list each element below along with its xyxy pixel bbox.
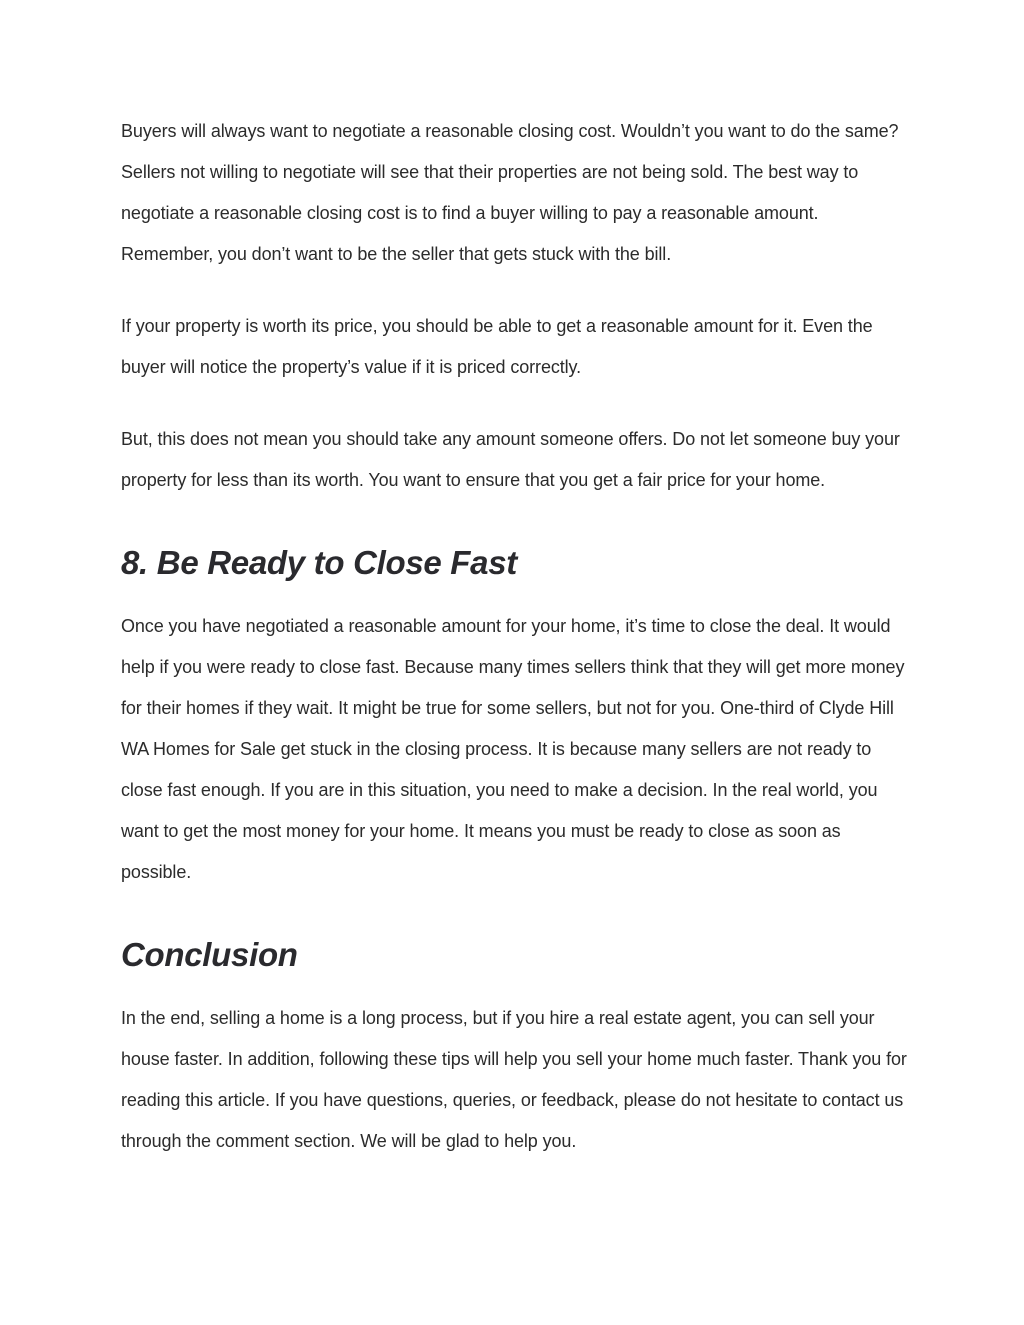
paragraph-property-worth: If your property is worth its price, you should be able to get a reasonable amount for it. Even the buyer will notice the property’s value if it is priced correctly.	[121, 316, 873, 377]
document-page	[121, 111, 911, 1162]
section-heading-close-fast: 8. Be Ready to Close Fast	[121, 544, 517, 581]
paragraph-fair-price: But, this does not mean you should take any amount someone offers. Do not let someone buy your property for less than its worth. You want to ensure that you get a fair price for your home.	[121, 429, 900, 490]
paragraph-conclusion: In the end, selling a home is a long process, but if you hire a real estate agent, you can sell your house faster. In addition, following these tips will help you sell your home much faster. Thank you for reading this article. If you have questions, queries, or feedback, please do not hesitate to contact us through the comment section. We will be glad to help you.	[121, 1008, 907, 1151]
paragraph-closing-cost: Buyers will always want to negotiate a reasonable closing cost. Wouldn’t you want to do the same? Sellers not willing to negotiate will see that their properties are not being sold. The best way to negotiate a reasonable closing cost is to find a buyer willing to pay a reasonable amount. Remember, you don’t want to be the seller that gets stuck with the bill.	[121, 121, 899, 264]
section-heading-conclusion: Conclusion	[121, 936, 298, 973]
paragraph-close-fast: Once you have negotiated a reasonable amount for your home, it’s time to close the deal. It would help if you were ready to close fast. Because many times sellers think that they will get more money for their homes if they wait. It might be true for some sellers, but not for you. One-third of Clyde Hill WA Homes for Sale get stuck in the closing process. It is because many sellers are not ready to close fast enough. If you are in this situation, you need to make a decision. In the real world, you want to get the most money for your home. It means you must be ready to close as soon as possible.	[121, 616, 905, 882]
